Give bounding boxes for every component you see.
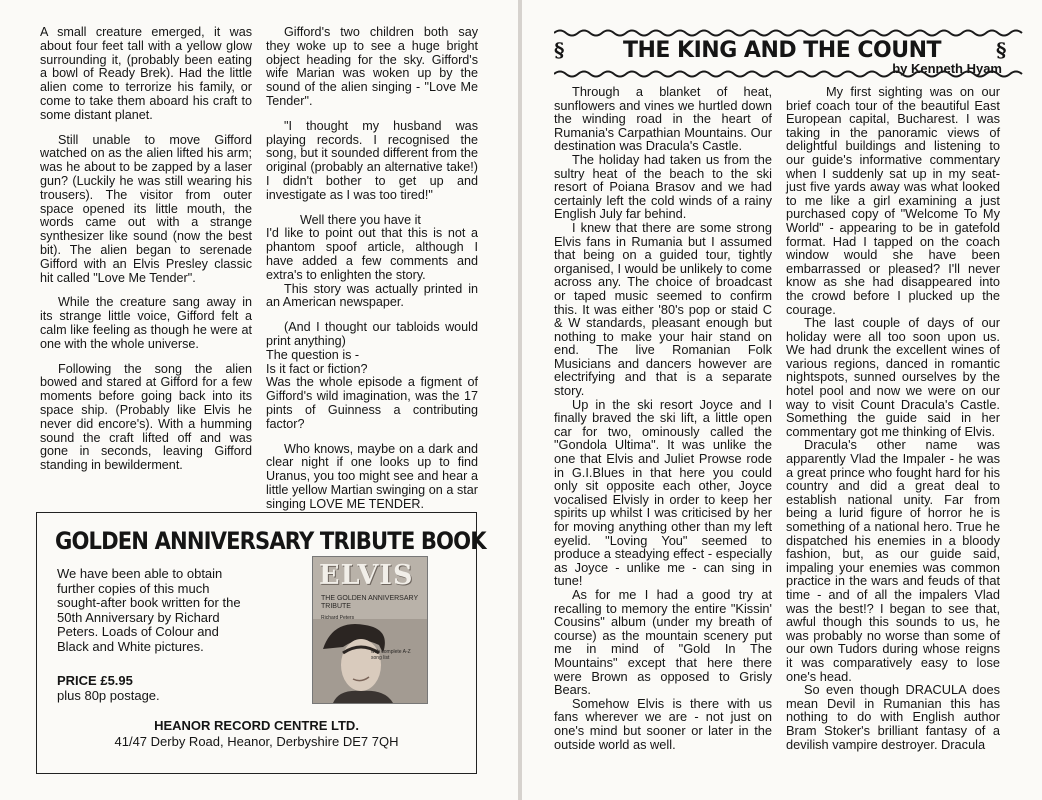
book-cover-image [312, 556, 428, 704]
cover-portrait-photo [313, 619, 427, 703]
advert-address: 41/47 Derby Road, Heanor, Derbyshire DE7 7QH [114, 734, 399, 749]
right-page [522, 0, 1042, 800]
left-column-2 [266, 26, 478, 523]
right-column-2 [786, 85, 1000, 751]
paragraph: I'd like to point out that this is not a phantom spoof article, although I have added a few comments and extra's to enlighten the story. [266, 226, 478, 282]
paragraph: Is it fact or fiction? [266, 361, 368, 376]
paragraph: Dracula's other name was apparently Vlad the Impaler - he was a great prince who fought hard for his country and did a great deal to establish national unity. Far from being a lurid figure of horror he is something of a national hero. True he dispatched his enemies in a bloody fashion, but, as our guide said, impaling your enemies was common practice in the wars and feuds of that time - and of all the impalers Vlad was the best!? I began to see that, awful though this sounds to us, he was probably no worse than some of our own Tudors during whose reigns it was comparatively easy to lose one's head. [786, 437, 1000, 684]
advert-body: We have been able to obtain further copies of this much sought-after book written for the 50th Anniversary by Richard Peters. Loads of Colour and Black and White pictures. [57, 566, 241, 654]
paragraph: The holiday had taken us from the sultry heat of the beach to the ski resort of Poiana Brasov and we had certainly left the cold winds of a rainy English July far behind. [554, 151, 772, 222]
ornamental-border-bottom [554, 69, 1024, 79]
paragraph: Through a blanket of heat, sunflowers and vines we hurtled down the winding road in the heart of Rumania's Carpathian Mountains. Our destination was Dracula's Castle. [554, 84, 772, 154]
paragraph: Well there you have it [300, 212, 421, 227]
paragraph: While the creature sang away in its strange little voice, Gifford felt a calm like feeling as though he were at one with the whole universe. [40, 295, 252, 351]
article-byline: by Kenneth Hyam [892, 61, 1002, 76]
paragraph: (And I thought our tabloids would print anything) [266, 320, 478, 348]
advert-price: PRICE £5.95 [57, 673, 133, 688]
ornamental-border-top [554, 28, 1024, 38]
paragraph: Somehow Elvis is there with us fans wherever we are - not just on one's mind but sooner or later in the outside world as well. [554, 695, 772, 752]
paragraph: The question is - [266, 347, 360, 362]
paragraph: Who knows, maybe on a dark and clear night if one looks up to find Uranus, you too might see and hear a little yellow Martian swinging on a star singing LOVE ME TENDER. [266, 441, 478, 511]
paragraph: "I thought my husband was playing records. I recognised the song, but it sounded different from the original (probably an alternative take!) I didn't bother to get up and investigate as I was too tired!" [266, 118, 478, 202]
paragraph: Up in the ski resort Joyce and I finally braved the ski lift, a little open car for two, ominously called the "Gondola Ultima". It was unlike the one that Elvis and Juliet Prowse rode in G.I.Blues in that here you could only sit opposite each other, Joyce vocalised Elvisly in order to keep her spirits up whilst I was criticised by her for moving anything other than my left eyelid. "Loving You" seemed to produce a steadying effect - especially as Joyce - unlike me - can sing in tune! [554, 396, 772, 589]
paragraph: Following the song the alien bowed and stared at Gifford for a few moments before going back into its space ship. (Probably like Elvis he never did encore's). With a humming sound the craft lifted off and was gone in seconds, leaving Gifford standing in bewilderment. [40, 361, 252, 473]
section-mark-right: § [996, 38, 1007, 62]
paragraph: The last couple of days of our holiday were all too soon upon us. We had drunk the excellent wines of various regions, danced in romantic nightspots, sunned ourselves by the hotel pool and now we were on our way to visit Count Dracula's Castle. Something the guide said in her commentary got me thinking of Elvis. [786, 315, 1000, 439]
cover-title-text: THE GOLDEN ANNIVERSARY TRIBUTE [321, 595, 418, 610]
paragraph: A small creature emerged, it was about four feet tall with a yellow glow surrounding it, (probably been eating a bowl of Ready Brek). Had the little alien come to terrorize his family, or come to take them aboard his craft to some distant planet. [40, 25, 252, 122]
section-mark-left: § [554, 38, 565, 62]
paragraph: My first sighting was on our brief coach tour of the beautiful East European capital, Bucharest. I was taking in the panoramic views of delightful buildings and listening to our guide's informative commentary when I suddenly sat up in my seat-just five yards away was what looked to me like a girl examining a just purchased copy of "Welcome To My World" - appearing to be in gatefold format. Had I tapped on the coach window would she have been embarrassed or pleased? I'll never know as she had disappeared into the crowd before I plucked up the courage. [786, 84, 1000, 317]
right-column-1 [554, 85, 772, 751]
paragraph: Still unable to move Gifford watched on as the alien lifted his arm; was he about to be zapped by a laser gun? (Luckily he was still wearing his trousers). The visitor from outer space opened its little mouth, the words came out with a strange synthesizer like sound (now the best bit). The alien began to serenade Gifford with an Elvis Presley classic hit called "Love Me Tender". [40, 132, 252, 285]
paragraph: Was the whole episode a figment of Gifford's wild imagination, was the 17 pints of Guinness a contributing factor? [266, 375, 478, 431]
left-column-1 [40, 26, 252, 484]
paragraph: This story was actually printed in an American newspaper. [266, 281, 478, 310]
advert-shop-name: HEANOR RECORD CENTRE LTD. [154, 718, 359, 733]
cover-brand-text: ELVIS [319, 560, 414, 591]
left-page [0, 0, 518, 800]
paragraph: I knew that there are some strong Elvis fans in Rumania but I assumed that being on a guided tour, tightly organised, I would be unlikely to come across any. The choice of broadcast or taped music seemed to confirm this. It was either '80's pop or staid C & W standards, pleasant enough but nothing to make your hair stand on end. The live Romanian Folk Musicians and dancers however are electrifying and that is a separate story. [554, 219, 772, 399]
cover-songlist-text: with complete A-Z song list [371, 649, 411, 661]
cover-author-text: Richard Peters [321, 615, 355, 621]
paragraph: As for me I had a good try at recalling to memory the entire "Kissin' Cousins" album (under my breath of course) as the mountain scenery put me in mind of "Gold In The Mountains" except that here there were Brown as opposed to Grisly Bears. [554, 586, 772, 698]
article-title: THE KING AND THE COUNT [622, 38, 942, 63]
paragraph: Gifford's two children both say they woke up to see a huge bright object heading for the sky. Gifford's wife Marian was woken up by the sound of the alien singing - "Love Me Tender". [266, 25, 478, 108]
book-advert [36, 512, 486, 774]
advert-title: GOLDEN ANNIVERSARY TRIBUTE BOOK [55, 527, 486, 555]
paragraph: So even though DRACULA does mean Devil in Rumanian this has nothing to do with English author Bram Stoker's brilliant fantasy of a devilish vampire destroyer. Dracula [786, 682, 1000, 752]
advert-postage: plus 80p postage. [57, 688, 160, 703]
